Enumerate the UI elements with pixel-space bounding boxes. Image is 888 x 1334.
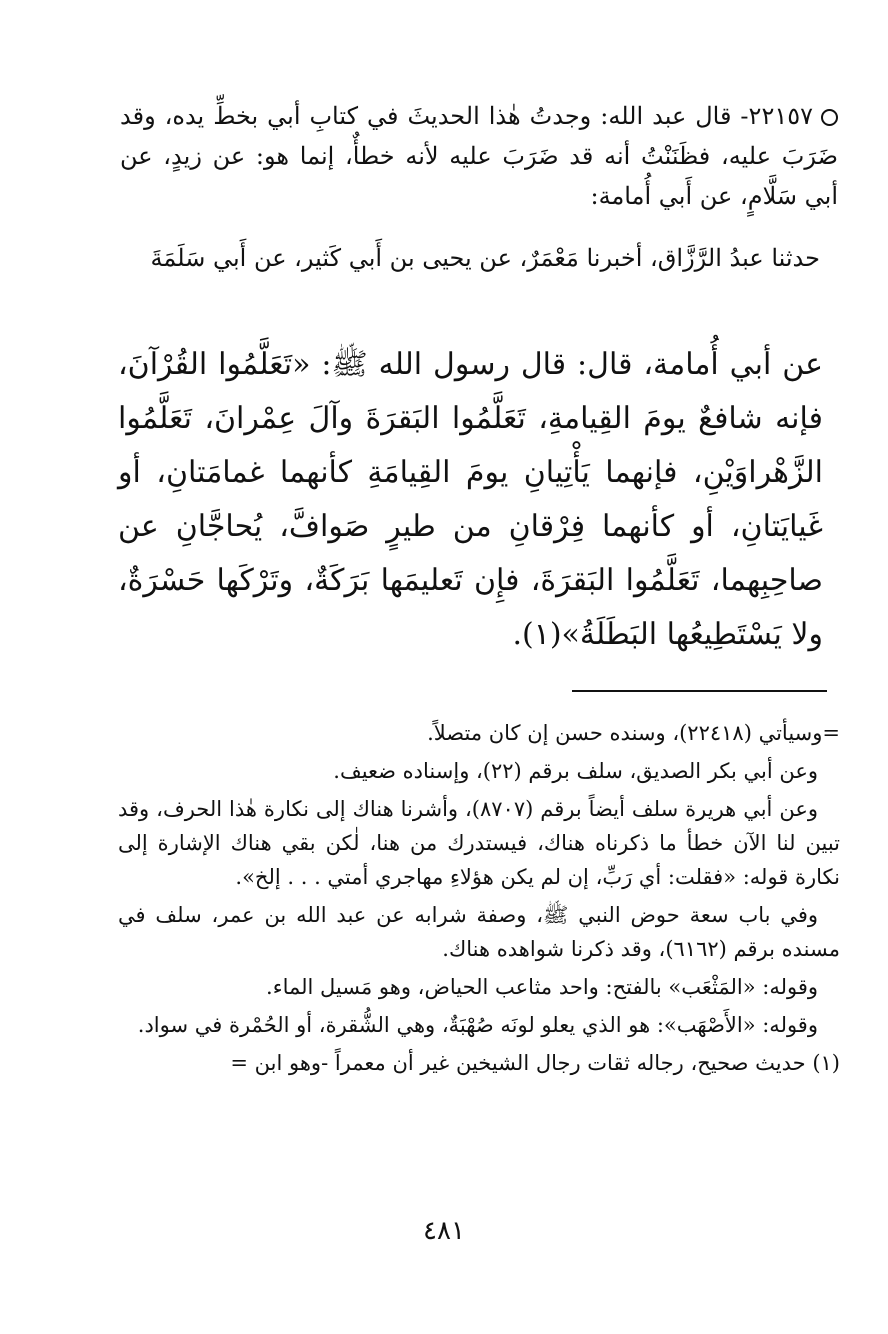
footnote-continuation: =وسيأتي (٢٢٤١٨)، وسنده حسن إن كان متصلاً. [427, 721, 840, 745]
footnote-one: (١) حديث صحيح، رجاله ثقات رجال الشيخين غير أن معمراً -وهو ابن = [230, 1051, 840, 1075]
hadith-matn: عن أبي أُمامة، قال: قال رسول الله ﷺ: «تَعَلَّمُوا القُرْآنَ، فإنه شافعٌ يومَ القِيامةِ، تَعَلَّمُوا البَقرَةَ وآلَ عِمْرانَ، تَعَلَّمُوا الزَّهْراوَيْنِ، فإنهما يَأْتِيانِ يومَ القِيامَةِ كأنهما غمامَتانِ، أو غَيايَتانِ، أو كأنهما فِرْقانِ من طيرٍ صَوافَّ، يُحاجَّانِ عن صاحِبِهما، تَعَلَّمُوا البَقرَةَ، فإِن تَعليمَها بَرَكَةٌ، وتَرْكَها حَسْرَةٌ، ولا يَسْتَطِيعُها البَطَلَةُ»(١). [118, 347, 823, 652]
footnote-paragraph: وقوله: «المَثْعَب» بالفتح: واحد مثاعب الحياض، وهو مَسيل الماء. [266, 975, 818, 999]
footnote-paragraph: وعن أبي هريرة سلف أيضاً برقم (٨٧٠٧)، وأشرنا هناك إلى نكارة هٰذا الحرف، وقد تبين لنا الآن خطأ ما ذكرناه هناك، فيستدرك من هنا، لٰكن بقي هناك الإشارة إلى نكارة قوله: «فقلت: أي رَبِّ، إن لم يكن هؤلاءِ مهاجري أمتي . . . إلخ». [118, 797, 840, 889]
footnote-paragraph: وعن أبي بكر الصديق، سلف برقم (٢٢)، وإسناده ضعيف. [333, 759, 818, 783]
circle-marker-icon [821, 109, 838, 126]
page-number: ٤٨١ [423, 1216, 465, 1246]
footnotes-section [118, 716, 840, 1084]
hadith-heading-text: ٢٢١٥٧- قال عبد الله: وجدتُ هٰذا الحديثَ في كتابِ أبي بخطِّ يده، وقد ضَرَبَ عليه، فظَنَنْتُ أنه قد ضَرَبَ عليه لأنه خطأٌ، إنما هو: عن زيدٍ، عن أبي سَلَّامٍ، عن أَبي أُمامة: [120, 102, 838, 210]
hadith-heading [120, 96, 838, 216]
footnote-paragraph: وقوله: «الأَصْهَب»: هو الذي يعلو لونَه صُهْبَةٌ، وهي الشُّقرة، أو الحُمْرة في سواد. [137, 1013, 818, 1037]
footnote-divider [572, 690, 827, 692]
hadith-isnad: حدثنا عبدُ الرَّزَّاق، أخبرنا مَعْمَرٌ، عن يحيى بن أَبي كَثير، عن أَبي سَلَمَةَ [150, 244, 820, 272]
footnote-paragraph: وفي باب سعة حوض النبي ﷺ، وصفة شرابه عن عبد الله بن عمر، سلف في مسنده برقم (٦١٦٢)، وقد ذكرنا شواهده هناك. [118, 903, 840, 961]
